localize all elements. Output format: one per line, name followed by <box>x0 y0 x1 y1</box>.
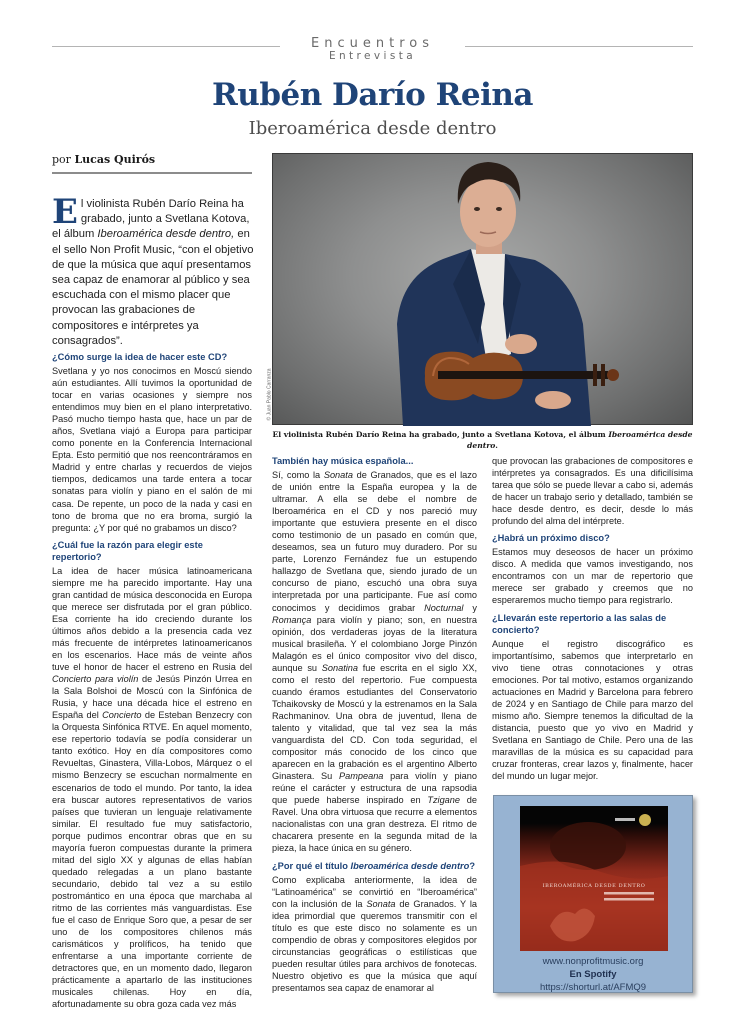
section-header <box>52 36 693 66</box>
work-title-sonatina: Sonatina <box>321 662 359 673</box>
work-title-pampeana: Pampeana <box>338 771 384 782</box>
work-title-sonata-2: Sonata <box>366 898 396 909</box>
intro-text-1: l violinista Rubén Darío Reina ha grabado, junto a Svetlana Kotova, el álbum <box>52 198 250 241</box>
question-4-album: Iberoamérica desde dentro <box>350 860 470 871</box>
answer-4 <box>272 874 477 994</box>
section-subtitle: Entrevista <box>328 50 417 62</box>
question-1: ¿Cómo surge la idea de hacer este CD? <box>52 352 228 362</box>
article-title: Rubén Darío Reina <box>212 77 533 113</box>
album-cover-title: IBEROAMÉRICA DESDE DENTRO <box>542 883 646 889</box>
column-3 <box>492 455 693 787</box>
column-1 <box>52 351 252 1015</box>
answer-2-text-2: de Jesús Pinzón Urrea en la Sala Bolshoi de Moscú con la Sinfónica de Rusia, y hace una década hice el estreno en España del <box>52 674 252 721</box>
byline-prefix: por <box>52 153 71 166</box>
answer-4-text-2: de Granados. Y la idea primordial que queremos transmitir con el título es que este disco no solamente es un compendio de obras y compositores elegidos por circunstancias geográficas o estilísticas que pueden resultar útiles para archivos de fonotecas. Nuestro objetivo es que la música que aquí presentamos sea capaz de enamorar al <box>272 898 477 993</box>
answer-3-and: y <box>463 602 477 613</box>
photo-caption <box>272 429 693 451</box>
photo-credit <box>262 350 272 425</box>
caption-album-title: Iberoamérica desde dentro <box>467 430 693 450</box>
answer-3-text-2: de Granados, que es el lazo de unión entre la España europea y la de ultramar. A ella se debe el nombre de Iberoamérica en el CD y nos pareció muy importante que estuviera presente en el disco como testimonio de un pasado en común que, deseamos, sea un futuro muy duradero. Por su parte, Lorenzo Fernández fue un estupendo hallazgo de Svetlana que, siendo jurado de un concurso de piano, escuchó una obra suya interpretada por una participante. Fue así como conocimos y decidimos grabar <box>272 470 477 613</box>
intro-paragraph <box>52 192 257 349</box>
question-6: ¿Llevarán este repertorio a las salas de concierto? <box>492 612 667 635</box>
column-2 <box>272 455 477 999</box>
answer-2-text-1: La idea de hacer música latinoamericana siempre me ha parecido importante. Hay una gran cantidad de música desconocida en Europa que merece ser disfrutada por el gran público. Esa corriente ha ido creciendo durante los últimos años debido a la presencia cada vez más frecuente de intérpretes latinoamericanos en los escenarios. Hace más de veinte años tuve el honor de hacer el estreno en Rusia del <box>52 565 252 673</box>
answer-4-text-1: Como explicaba anteriormente, la idea de “Latinoamérica” se convirtió en “Iberoamérica” con la inclusión de la <box>272 874 477 909</box>
work-title-romanca: Romança <box>272 614 312 625</box>
answer-3-text-3: para violín y piano; son, en nuestra opinión, dos verdaderas joyas de la literatura musical brasileña. Y el colombiano Jorge Pinzón Malagón es el único compositor vivo del disco, aunque su <box>272 614 477 673</box>
answer-5: Estamos muy deseosos de hacer un próximo disco. A medida que vamos investigando, nos encontramos con un mar de repertorio que merece ser grabado y creemos que no esperaremos mucho tiempo para registrarlo. <box>492 547 693 606</box>
answer-2 <box>52 565 252 1011</box>
photo-credit-text: © Juan Pablo Carranza <box>266 368 273 421</box>
caption-text: El violinista Rubén Darío Reina ha grabado, junto a Svetlana Kotova, el álbum <box>272 430 609 439</box>
intro-album-title: Iberoamérica desde dentro, <box>97 228 235 241</box>
question-3: También hay música española... <box>272 456 414 466</box>
answer-6: Aunque el registro discográfico es importantísimo, sabemos que interpretarlo en vivo tiene otras connotaciones y otras emociones. Por tal motivo, estamos organizando actuaciones en Madrid y Barcelona para febrero de 2024 y en Santiago de Chile para marzo del mismo año. Siempre tenemos la dificultad de la distancia, puesto que yo vivo en Madrid y Svetlana en Santiago de Chile. Pero una de las maravillas de la música es su capacidad para cruzar fronteras, crear lazos y, finalmente, hacer del mundo un lugar mejor. <box>492 638 693 782</box>
question-4 <box>272 860 477 872</box>
violinist-illustration <box>273 154 694 426</box>
album-cover-art <box>520 806 668 951</box>
album-cover <box>520 806 668 951</box>
question-2: ¿Cuál fue la razón para elegir este repertorio? <box>52 539 203 562</box>
author-name: Lucas Quirós <box>74 153 156 166</box>
byline <box>52 153 252 167</box>
answer-3-text-4: fue escrita en el siglo XX, como el resto del repertorio. Fue compuesta cuando éramos estudiantes del Conservatorio Tchaikovsky de Moscú y la estrenamos en la Sala Rachmaninov. Una obra de juventud, llena de talento y vitalidad, que tal vez sea la más vanguardista del CD. Con toda seguridad, el compositor más conocido de los cinco que aparecen en la grabación es el argentino Alberto Ginastera. Su <box>272 662 477 782</box>
article-subtitle: Iberoamérica desde dentro <box>248 118 497 139</box>
question-4-text-2: ? <box>469 860 476 871</box>
drop-cap: E <box>52 192 78 232</box>
work-title-concierto-violin: Concierto para violín <box>52 674 139 685</box>
answer-3-text-6: de Ravel. Una obra virtuosa que recurre a elementos nacionalistas con una gran destreza. El ritmo de chacarera presente en la segunda mitad de la pieza, la hace única en su género. <box>272 795 477 854</box>
question-4-text-1: ¿Por qué el título <box>272 860 351 871</box>
caption-end: . <box>495 441 498 450</box>
answer-3-text-1: Sí, como la <box>272 470 324 480</box>
work-title-nocturnal: Nocturnal <box>424 602 464 613</box>
section-title: Encuentros <box>311 36 434 51</box>
byline-rule <box>52 172 252 174</box>
question-5: ¿Habrá un próximo disco? <box>492 533 610 544</box>
work-title-tzigane: Tzigane <box>427 795 461 806</box>
answer-3 <box>272 469 477 855</box>
work-title-concierto: Concierto <box>102 710 142 721</box>
answer-4-continued: que provocan las grabaciones de compositores e intérpretes ya consagrados. Es una dificilísima tarea que sólo se puede llevar a cabo si, además de hacer un trabajo serio y detallado, también se hace desde dentro, es decir, desde lo más profundo del alma del intérprete. <box>492 456 693 527</box>
label-website-link[interactable]: www.nonprofitmusic.org <box>542 956 644 967</box>
spotify-label: En Spotify <box>569 969 617 980</box>
work-title-sonata: Sonata <box>323 470 353 480</box>
intro-text-2: en el sello Non Profit Music, “con el objetivo de que la música que aquí presentamos sea capaz de enamorar al público y sea escuchada con el mismo placer que provocan las grabaciones de compositores e intérpretes ya consagrados”. <box>52 228 254 347</box>
spotify-link[interactable]: https://shorturl.at/AFMQ9 <box>539 982 647 993</box>
answer-3-text-5: para violín y piano reúne el carácter y estructura de una rapsodia que puede haberse inspirado en <box>272 771 478 806</box>
answer-1: Svetlana y yo nos conocimos en Moscú siendo aún estudiantes. Allí tuvimos la oportunidad de tocar en varias ocasiones y siempre nos entendimos muy bien en el plano interpretativo. Pasó mucho tiempo hasta que, hace un par de años, Svetlana viajó a Europa para participar como ponente en la Conferencia Internacional Epta. Esto permitió que nos reencontráramos en Madrid y entre charlas y recuerdos de viejos tiempos, dedicamos una tarde entera a tocar sonatas para violín y piano en el salón de mi casa. De repente, un poco de la nada y casi en tono de broma que no era broma, surgió la pregunta: ¿Y por qué no grabamos un disco? <box>52 366 252 533</box>
answer-2-text-3: de Esteban Benzecry con la Orquesta Sinfónica RTVE. En aquel momento, ese repertorio todavía se podía considerar un tanto exótico. Hoy en día compositores como Revueltas, Ginastera, Villa-Lobos, Márquez o el mismo Benzecry se escuchan normalmente en escenarios de todo el mundo. Por tanto, la idea era buscar autores representativos de varios países que tuvieran un lenguaje relativamente similar. El resultado fue muy satisfactorio, porque pudimos encontrar obras que en su mayoría fueron compuestas durante la primera mitad del siglo XX y algunas de ellas habían quedado relegadas a un plano bastante secundario, debido tal vez a su estilo postromántico en una época que marchaba al ritmo de las corrientes más vanguardistas. Ese fue el caso de Enrique Soro que, a pesar de ser uno de los compositores chilenos más carismáticos y prolíficos, ha tenido que enfrentarse a una importante corriente de detractores que, en un momento dado, llegaron prácticamente a apartarlo de las instituciones musicales chilenas. Hoy en día, afortunadamente su obra goza cada vez más <box>52 710 252 1010</box>
portrait-photo <box>272 153 693 425</box>
album-info-box <box>493 795 693 993</box>
header-rule-right <box>465 46 693 47</box>
